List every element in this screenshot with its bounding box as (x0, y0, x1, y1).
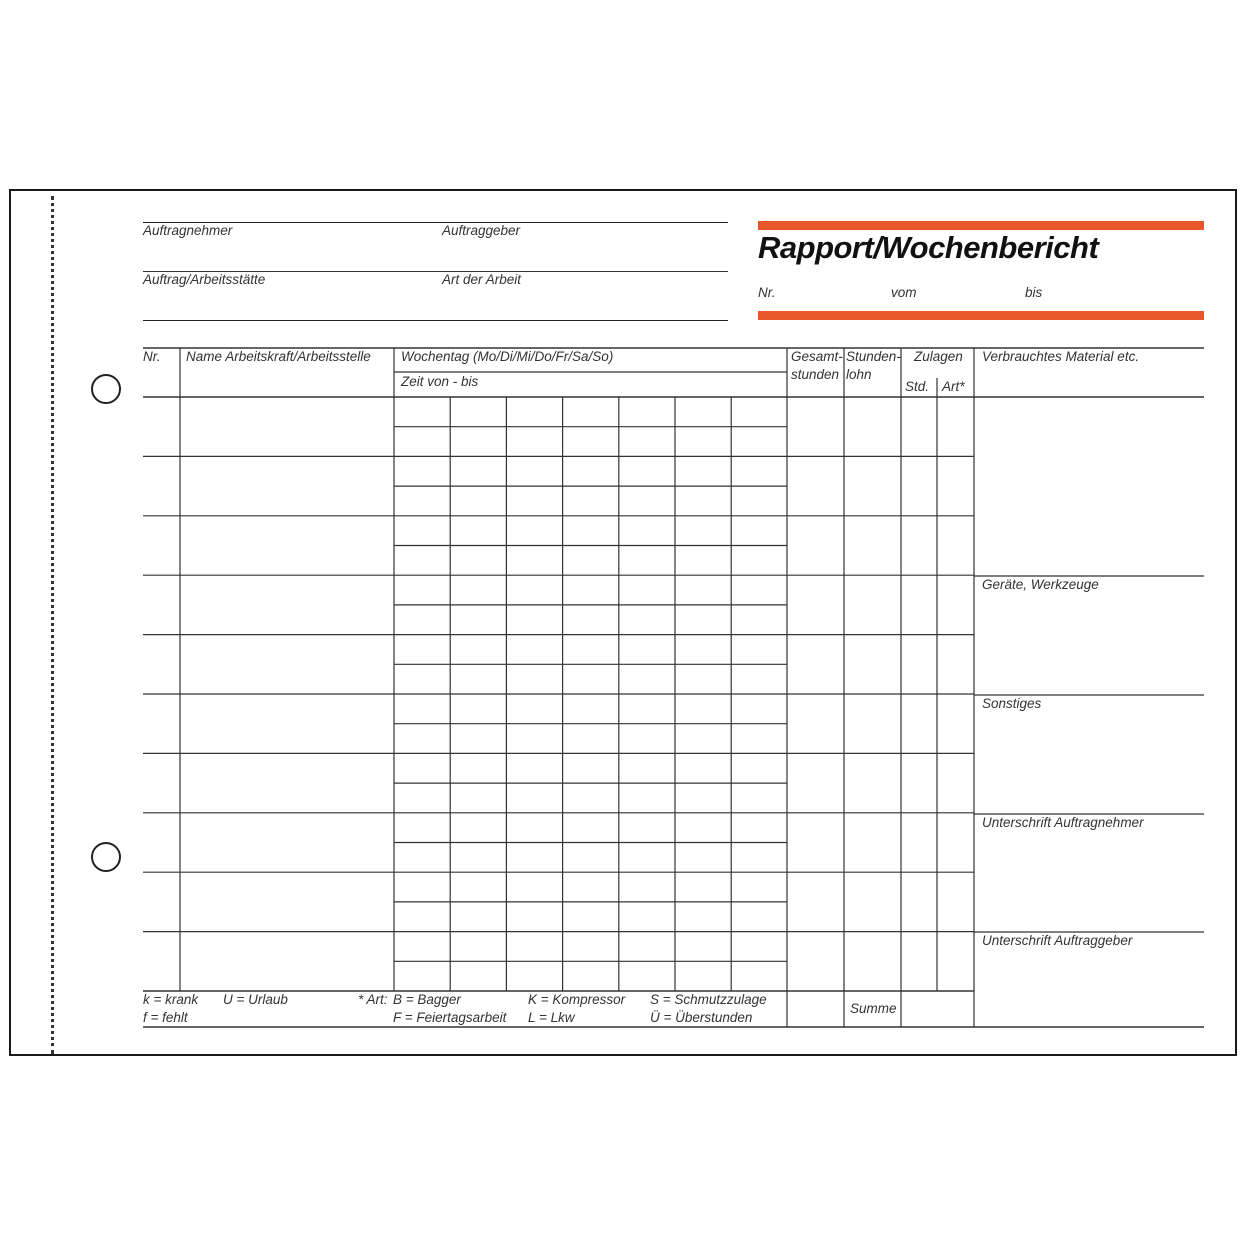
col-zeit-label: Zeit von - bis (401, 374, 479, 389)
col-nr-label: Nr. (143, 349, 161, 364)
art-der-arbeit-label: Art der Arbeit (442, 272, 522, 287)
legend-lkw: L = Lkw (528, 1010, 575, 1025)
col-gesamt-label-2: stunden (791, 367, 840, 382)
legend-art-prefix: * Art: (358, 992, 388, 1007)
geraete-label: Geräte, Werkzeuge (982, 577, 1099, 592)
vom-label: vom (891, 285, 917, 300)
legend-ueberstunden: Ü = Überstunden (650, 1010, 753, 1025)
material-label: Verbrauchtes Material etc. (982, 349, 1140, 364)
legend-kompressor: K = Kompressor (528, 992, 626, 1007)
legend-fehlt: f = fehlt (143, 1010, 188, 1025)
col-lohn-label-1: Stunden- (846, 349, 901, 364)
legend-urlaub: U = Urlaub (223, 992, 288, 1007)
col-lohn-label-2: lohn (846, 367, 872, 382)
auftrag-label: Auftrag/Arbeitsstätte (143, 272, 266, 287)
signature-contractor-label: Unterschrift Auftragnehmer (982, 815, 1144, 830)
bis-label: bis (1025, 285, 1043, 300)
legend-bagger: B = Bagger (393, 992, 461, 1007)
col-art-label: Art* (942, 379, 965, 394)
form-title: Rapport/Wochenbericht (758, 230, 1099, 265)
legend-schmutzzulage: S = Schmutzzulage (650, 992, 767, 1007)
legend-krank: k = krank (143, 992, 199, 1007)
summe-label: Summe (850, 1001, 897, 1016)
col-wochentag-label: Wochentag (Mo/Di/Mi/Do/Fr/Sa/So) (401, 349, 614, 364)
col-zulagen-label: Zulagen (914, 349, 963, 364)
auftraggeber-label: Auftraggeber (442, 223, 521, 238)
col-std-label: Std. (905, 379, 930, 394)
col-gesamt-label-1: Gesamt- (791, 349, 843, 364)
legend-feiertag: F = Feiertagsarbeit (393, 1010, 507, 1025)
sonstiges-label: Sonstiges (982, 696, 1042, 711)
signature-client-label: Unterschrift Auftraggeber (982, 933, 1133, 948)
nr-label: Nr. (758, 285, 776, 300)
auftragnehmer-label: Auftragnehmer (143, 223, 233, 238)
col-name-label: Name Arbeitskraft/Arbeitsstelle (186, 349, 371, 364)
